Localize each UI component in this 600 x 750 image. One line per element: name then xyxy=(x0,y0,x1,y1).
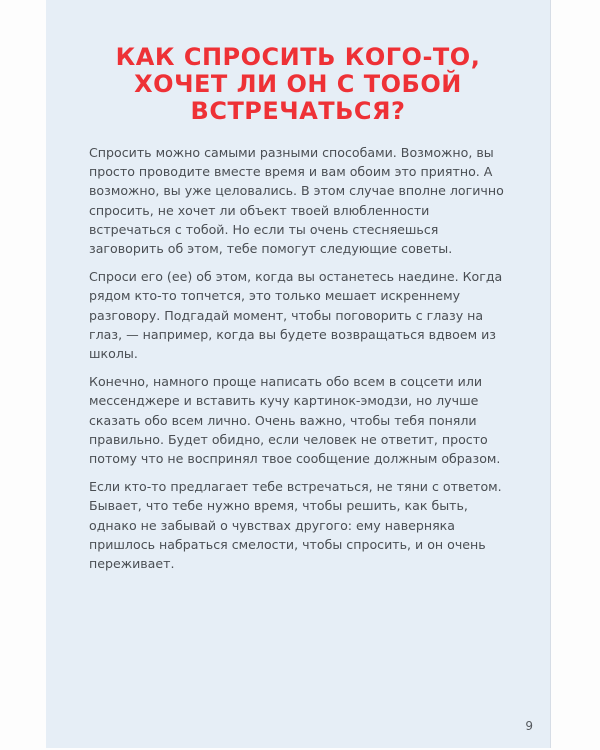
page-number: 9 xyxy=(525,719,533,733)
paragraph-1: Спросить можно самыми разными способами. Возможно, вы просто проводите вместе время и вам обоим это приятно. А возможно, вы уже целовались. В этом случае вполне логично спросить, не хочет ли объект твоей влюбленности встречаться с тобой. Но если ты очень стесняешься заговорить об этом, тебе помогут следующие советы. xyxy=(89,145,504,257)
title-line-1: КАК СПРОСИТЬ КОГО-ТО, xyxy=(115,43,481,71)
page-title xyxy=(46,44,550,125)
book-page xyxy=(46,0,550,748)
paragraph-2: Спроси его (ее) об этом, когда вы останетесь наедине. Когда рядом кто-то топчется, это только мешает искреннему разговору. Подгадай момент, чтобы поговорить с глазу на глаз, — например, когда вы будете возвращаться вдвоем из школы. xyxy=(89,269,503,362)
title-line-2: ХОЧЕТ ЛИ ОН С ТОБОЙ xyxy=(134,70,462,98)
paragraph-3: Конечно, намного проще написать обо всем в соцсети или мессенджере и вставить кучу картинок-эмодзи, но лучше сказать обо всем лично. Очень важно, чтобы тебя поняли правильно. Будет обидно, если человек не ответит, просто потому что не воспринял твое сообщение должным образом. xyxy=(89,374,501,467)
title-line-3: ВСТРЕЧАТЬСЯ? xyxy=(190,97,406,125)
body-text xyxy=(89,143,509,582)
paragraph-4: Если кто-то предлагает тебе встречаться, не тяни с ответом. Бывает, что тебе нужно время, чтобы решить, как быть, однако не забывай о чувствах другого: ему наверняка пришлось набраться смелости, чтобы спросить, и он очень переживает. xyxy=(89,479,502,572)
